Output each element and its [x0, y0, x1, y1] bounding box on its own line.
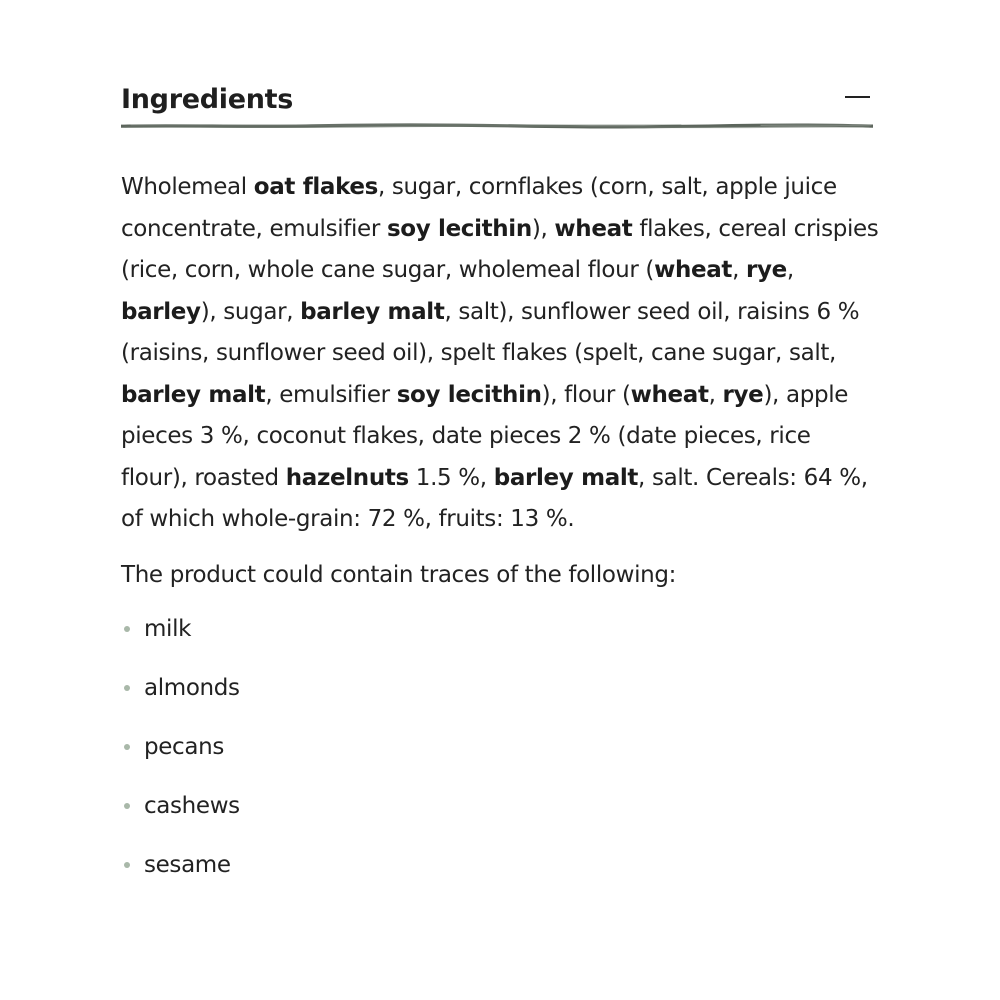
- minus-icon: [845, 96, 870, 98]
- traces-list: [121, 611, 873, 906]
- ingredient-text-segment: , emulsifier: [265, 381, 397, 408]
- trace-label: milk: [144, 615, 192, 642]
- allergen-highlight: wheat: [630, 381, 709, 408]
- section-title: Ingredients: [121, 84, 294, 115]
- list-item: [121, 729, 873, 788]
- ingredient-text-segment: ),: [531, 215, 555, 242]
- bullet-icon: [124, 626, 130, 632]
- allergen-highlight: rye: [746, 257, 787, 283]
- ingredient-text-segment: , sugar, cornflakes (corn, salt, apple juice concentrate, emulsifier: [121, 174, 837, 242]
- ingredient-text-segment: ,: [786, 257, 794, 283]
- list-item: [121, 788, 873, 847]
- ingredient-text-segment: ), flour (: [541, 381, 631, 408]
- traces-intro: The product could contain traces of the following:: [121, 561, 676, 588]
- bullet-icon: [124, 862, 130, 868]
- ingredient-text-segment: ,: [708, 381, 723, 408]
- ingredient-text-segment: 1.5 %,: [408, 464, 494, 491]
- trace-label: pecans: [144, 733, 224, 760]
- allergen-highlight: barley malt: [493, 464, 639, 491]
- list-item: [121, 611, 873, 670]
- ingredient-text-segment: ), apple pieces 3 %, coconut flakes, date pieces 2 % (date pieces, rice flour), roasted: [121, 381, 849, 491]
- bullet-icon: [124, 803, 130, 809]
- allergen-highlight: barley malt: [121, 381, 266, 408]
- allergen-highlight: barley malt: [300, 298, 445, 325]
- ingredient-text-segment: , salt), sunflower seed oil, raisins 6 % (raisins, sunflower seed oil), spelt flakes (spelt, cane sugar, salt,: [121, 298, 860, 366]
- ingredient-text-segment: ,: [732, 257, 746, 283]
- list-item: [121, 847, 873, 906]
- ingredients-panel: [121, 80, 879, 906]
- ingredient-text-segment: flakes, cereal crispies (rice, corn, whole cane sugar, wholemeal flour (: [121, 215, 879, 283]
- trace-label: almonds: [144, 674, 240, 701]
- allergen-highlight: hazelnuts: [285, 464, 409, 491]
- trace-label: sesame: [144, 851, 231, 878]
- brush-divider: [121, 122, 873, 130]
- allergen-highlight: wheat: [554, 215, 633, 242]
- ingredients-text: [121, 167, 881, 541]
- allergen-highlight: rye: [722, 381, 764, 408]
- bullet-icon: [124, 685, 130, 691]
- ingredient-text-segment: Wholemeal: [121, 174, 254, 200]
- allergen-highlight: barley: [121, 298, 201, 325]
- allergen-highlight: soy lecithin: [396, 381, 542, 408]
- allergen-highlight: wheat: [654, 257, 733, 283]
- ingredient-text-segment: , salt. Cereals: 64 %, of which whole-grain: 72 %, fruits: 13 %.: [121, 464, 868, 532]
- allergen-highlight: soy lecithin: [386, 215, 532, 242]
- ingredient-text-segment: ), sugar,: [200, 298, 301, 325]
- section-header[interactable]: [121, 80, 873, 122]
- trace-label: cashews: [144, 792, 240, 819]
- collapse-button[interactable]: [837, 80, 877, 116]
- bullet-icon: [124, 744, 130, 750]
- list-item: [121, 670, 873, 729]
- allergen-highlight: oat flakes: [253, 174, 378, 200]
